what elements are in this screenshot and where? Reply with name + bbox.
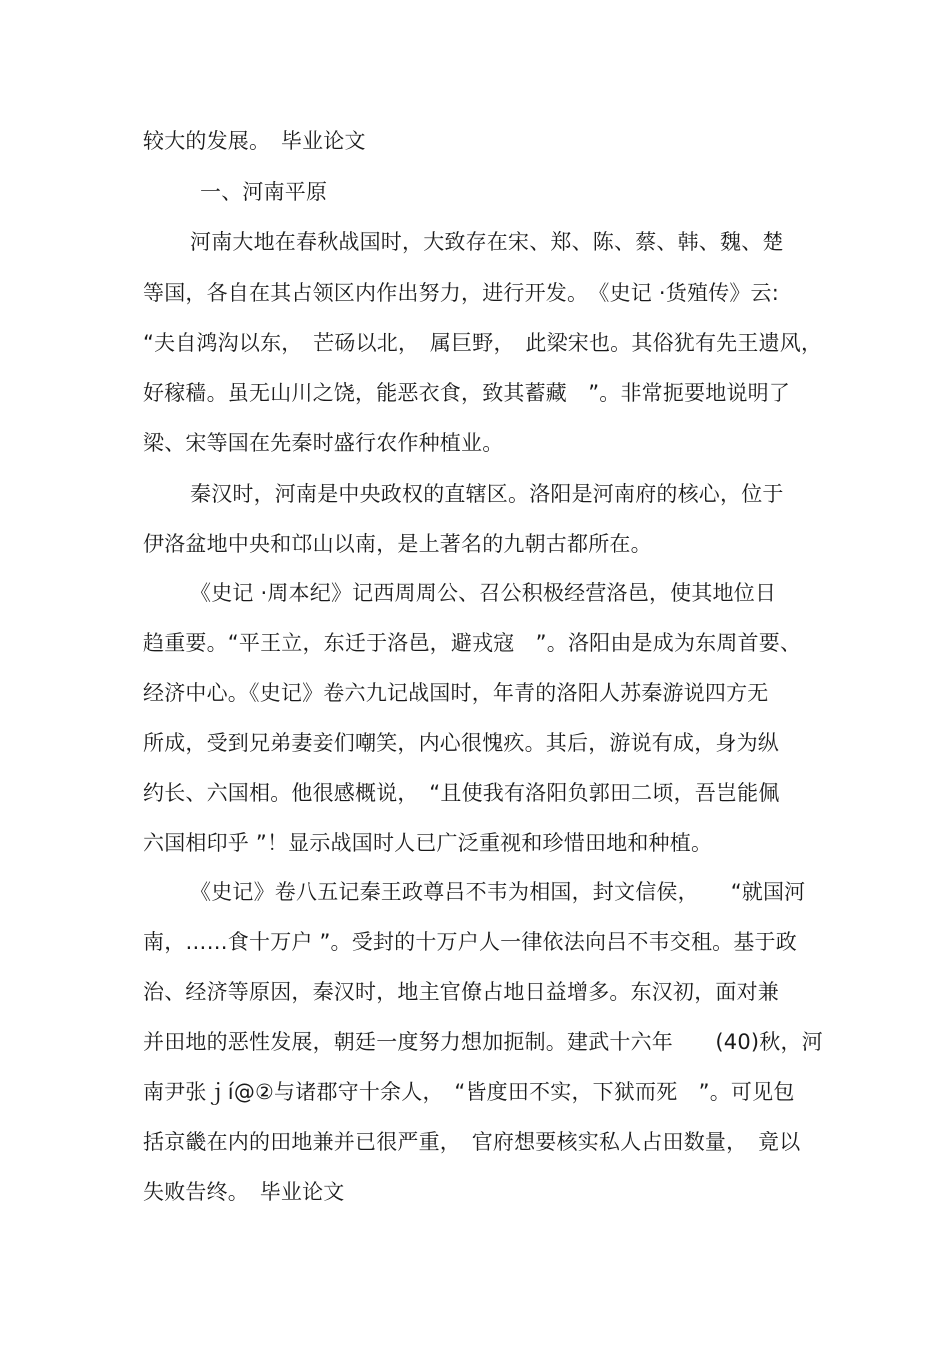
text-line: 南，……食十万户 ”。受封的十万户人一律依法向吕不韦交租。基于政 <box>143 930 797 954</box>
section-heading: 一、河南平原 <box>200 180 328 204</box>
text-line: 伊洛盆地中央和邙山以南，是上著名的九朝古都所在。 <box>143 532 652 556</box>
text-line: 并田地的恶性发展，朝廷一度努力想加扼制。建武十六年 (40)秋，河 <box>143 1030 823 1054</box>
text-line: 好稼穑。虽无山川之饶，能恶衣食，致其蓄藏 ”。非常扼要地说明了 <box>143 381 791 405</box>
text-line: 梁、宋等国在先秦时盛行农作种植业。 <box>143 431 504 455</box>
text-line: 六国相印乎 ”！显示战国时人已广泛重视和珍惜田地和种植。 <box>143 831 713 855</box>
text-line: 失败告终。 毕业论文 <box>143 1180 345 1204</box>
text-line: 括京畿在内的田地兼并已很严重， 官府想要核实私人占田数量， 竟以 <box>143 1130 801 1154</box>
text-line: 趋重要。“平王立，东迁于洛邑，避戎寇 ”。洛阳由是成为东周首要、 <box>143 631 802 655</box>
text-line: 南尹张ｊí@②与诸郡守十余人， “皆度田不实，下狱而死 ”。可见包 <box>143 1080 795 1104</box>
text-line: 等国，各自在其占领区内作出努力，进行开发。 《史记 ·货殖传》云: <box>143 281 780 305</box>
text-line: 较大的发展。 毕业论文 <box>143 129 366 153</box>
text-line: “夫自鸿沟以东， 芒砀以北， 属巨野， 此梁宋也。其俗犹有先王遗风， <box>143 331 823 355</box>
text-line: 经济中心。《史记》卷六九记战国时，年青的洛阳人苏秦游说四方无 <box>143 681 769 705</box>
text-line: 《史记 ·周本纪》记西周周公、召公积极经营洛邑，使其地位日 <box>190 581 777 605</box>
text-line: 河南大地在春秋战国时，大致存在宋、郑、陈、蔡、韩、魏、楚 <box>190 230 784 254</box>
text-line: 所成，受到兄弟妻妾们嘲笑，内心很愧疚。其后，游说有成，身为纵 <box>143 731 779 755</box>
text-line: 《史记》卷八五记秦王政尊吕不韦为相国，封文信侯， “就国河 <box>190 880 806 904</box>
text-line: 治、经济等原因，秦汉时，地主官僚占地日益增多。东汉初，面对兼 <box>143 980 779 1004</box>
text-line: 约长、六国相。他很感概说， “且使我有洛阳负郭田二顷，吾岂能佩 <box>143 781 780 805</box>
text-line: 秦汉时，河南是中央政权的直辖区。洛阳是河南府的核心，位于 <box>190 482 784 506</box>
